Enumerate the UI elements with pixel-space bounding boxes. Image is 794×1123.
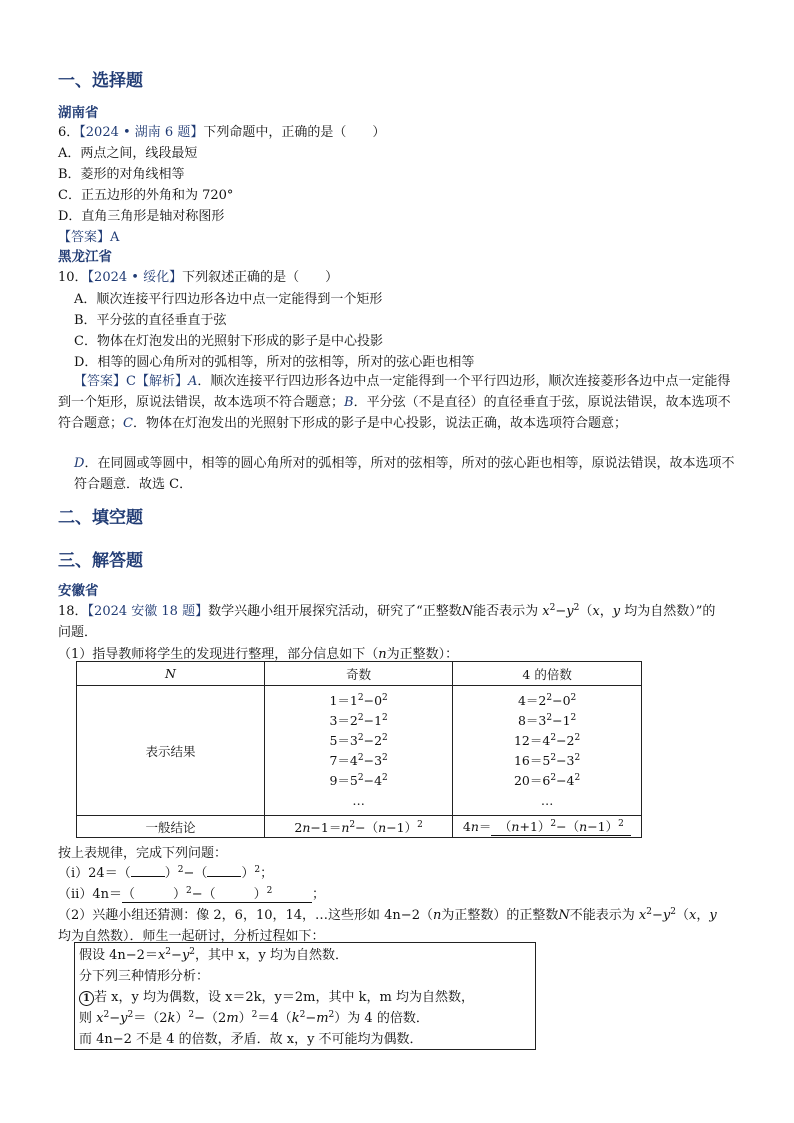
q6-stem-text: 下列命题中，正确的是（ ） [203, 125, 386, 140]
q10-ex-c-tag: C [123, 416, 133, 431]
q18-part2: （2）兴趣小组还猜测：像 2，6，10，14，…这些形如 4n−2（n为正整数）的正整数N不能表示为 $x^2-y^2(x$，y [58, 907, 717, 923]
q6-option-b: B．菱形的对角线相等 [58, 167, 185, 182]
q18-part1 [58, 643, 458, 662]
q10-option-d: D．相等的圆心角所对的弧相等，所对的弦相等，所对的弦心距也相等 [74, 355, 475, 370]
box-line-4: 则 $x^2-y^2=(2k)^2-(2m)^2=4(k^2-m^2)$为 4 的倍数． [79, 1010, 429, 1026]
q10-ex-b: ．平分弦（不是直径）的直径垂直于弦，原说法错误，故本选项不符合题意； [58, 395, 731, 431]
q18-stem-part: 能否表示为 [473, 604, 539, 619]
table-general-odd: $2n-1=n^2-(n-1)^2$ [265, 816, 453, 838]
table-header-N: N [165, 666, 176, 681]
q10-number: 10． [58, 270, 88, 285]
table-row-label-result: 表示结果 [77, 686, 265, 816]
q6-number: 6． [58, 125, 80, 140]
blank-2[interactable] [207, 876, 241, 877]
q18-stem-part: （ [579, 604, 593, 619]
section-title-fill: 二、填空题 [58, 508, 143, 528]
table-odd-results: $1=1^2-0^2$ $3=2^2-1^2$ $5=3^2-2^2$ $7=4^2-3^2$ $9=5^2-4^2$ … [265, 686, 453, 816]
box-l1a: 假设 4n−2＝ [79, 948, 158, 963]
box-line-5: 而 4n−2 不是 4 的倍数，矛盾．故 x，y 不可能均为偶数． [79, 1032, 423, 1047]
four-eq: 4＝2 [517, 692, 547, 708]
section-title-solve: 三、解答题 [58, 551, 143, 571]
q18-sub-i: （ⅰ）24＝（ ）$^2$−（ ）$^2$； [58, 865, 274, 881]
q18-sub-ii: （ⅱ）4n＝（ ）$^2$−（ ）$^2$ ； [58, 883, 325, 903]
province-hunan: 湖南省 [58, 105, 99, 121]
q18-part2-text: 不能表示为 [569, 908, 635, 923]
q6-stem [58, 121, 385, 140]
q10-ex-d: ．在同圆或等圆中，相等的圆心角所对的弧相等，所对的弦相等，所对的弦心距也相等，原说法错误，故本选项不符合题意．故选 C． [74, 456, 735, 492]
q10-explanation [58, 371, 742, 434]
box-l4b: 为 4 的倍数． [347, 1011, 429, 1026]
blank-1[interactable] [131, 876, 165, 877]
q10-ex-a-tag: A [187, 374, 198, 389]
four-eq: 20＝6 [513, 772, 551, 788]
table-header-odd: 奇数 [265, 662, 453, 686]
four-ellipsis: … [540, 792, 554, 808]
box-line-3 [79, 987, 531, 1008]
province-anhui: 安徽省 [58, 583, 99, 599]
table-row-label-general: 一般结论 [77, 816, 265, 838]
box-l3: 若 x，y 均为偶数，设 x＝2k，y＝2m，其中 k，m 均为自然数， [94, 990, 474, 1005]
q10-ex-b-tag: B [344, 395, 354, 410]
q18-part1-text: （1）指导教师将学生的发现进行整理，部分信息如下（ [58, 647, 379, 662]
table-four-results: $4=2^2-0^2$ $8=3^2-1^2$ $12=4^2-2^2$ $16=5^2-3^2$ $20=6^2-4^2$ … [453, 686, 642, 816]
box-l1b: ，其中 x，y 均为自然数． [195, 948, 348, 963]
odd-eq: 3＝2 [329, 712, 358, 728]
odd-eq: 9＝5 [329, 772, 358, 788]
q18-number: 18． [58, 604, 88, 619]
four-eq: 16＝5 [513, 752, 551, 768]
box-line-1: 假设 $4n-2=x^2-y^2$，其中 x，y 均为自然数． [79, 947, 348, 963]
q18-sub-ii-text: （ⅱ）4n＝ [58, 887, 122, 902]
q10-option-c: C．物体在灯泡发出的光照射下形成的影子是中心投影 [74, 334, 383, 349]
odd-eq: 5＝3 [329, 732, 358, 748]
q10-ex-a: ．顺次连接平行四边形各边中点一定能得到一个平行四边形，顺次连接菱形各边中点一定能得到一个矩形，原说法错误，故本选项不符合题意； [58, 374, 731, 410]
q10-explanation-d [74, 453, 742, 495]
q10-option-a: A．顺次连接平行四边形各边中点一定能得到一个矩形 [74, 292, 383, 307]
q18-table [76, 661, 642, 838]
q6-answer: 【答案】A [58, 230, 120, 245]
q6-option-a: A．两点之间，线段最短 [58, 146, 198, 161]
q18-part2-text: 为正整数）的正整数 [441, 908, 559, 923]
q18-stem: 18．【2024 安徽 18 题】数学兴趣小组开展探究活动，研究了“正整数N能否表示为 $x^2-y^2(x$，y 均为自然数）”的 [58, 603, 716, 619]
q10-source: 【2024 • 绥化】 [87, 270, 183, 285]
q10-stem [58, 266, 338, 285]
analysis-box [74, 942, 536, 1050]
q18-stem-N: N [461, 604, 474, 619]
q18-stem-part: 均为自然数）”的 [624, 604, 716, 619]
four-eq: 8＝3 [517, 712, 547, 728]
q18-source: 【2024 安徽 18 题】 [87, 604, 209, 619]
section-title-choice: 一、选择题 [58, 71, 143, 91]
q18-part1-end: 为正整数）： [386, 647, 459, 662]
circled-one-icon: 1 [79, 991, 94, 1006]
odd-eq: 7＝4 [329, 752, 358, 768]
q18-part2-line2: 均为自然数）．师生一起研讨，分析过程如下： [58, 929, 325, 944]
q6-option-c: C．正五边形的外角和为 720° [58, 188, 234, 203]
box-line-2: 分下列三种情形分析： [79, 969, 210, 984]
q18-part1-n: n [378, 647, 387, 662]
table-header-multiple-of-4: 4 的倍数 [453, 662, 642, 686]
odd-eq: 1＝1 [329, 692, 358, 708]
q10-stem-text: 下列叙述正确的是（ ） [182, 270, 339, 285]
q18-part2-text: （2）兴趣小组还猜测：像 2，6，10，14，…这些形如 4n−2（ [58, 908, 433, 923]
box-l4: 则 [79, 1011, 93, 1026]
q10-answer-label: 【答案】C【解析】 [74, 374, 188, 389]
q6-source: 【2024 • 湖南 6 题】 [79, 125, 204, 140]
q10-ex-d-tag: D [74, 456, 85, 471]
q10-ex-c: ．物体在灯泡发出的光照射下形成的影子是中心投影，说法正确，故本选项符合题意； [132, 416, 627, 431]
q10-option-b: B．平分弦的直径垂直于弦 [74, 313, 227, 328]
q18-sub-i-text: （ⅰ）24＝（ [58, 866, 131, 881]
province-heilongjiang: 黑龙江省 [58, 249, 112, 265]
odd-ellipsis: … [352, 792, 365, 808]
q18-stem-line2: 问题． [58, 625, 98, 640]
blank-3[interactable]: （ ）$^2$−（ ）$^2$ [122, 883, 312, 903]
q18-stem-part: 数学兴趣小组开展探究活动，研究了“正整数 [208, 604, 462, 619]
four-eq: 12＝4 [513, 732, 551, 748]
q18-rule-line: 按上表规律，完成下列问题： [58, 846, 228, 861]
q6-option-d: D．直角三角形是轴对称图形 [58, 209, 225, 224]
table-general-four: $4n= (n+1)^2-(n-1)^2$ [453, 816, 642, 838]
